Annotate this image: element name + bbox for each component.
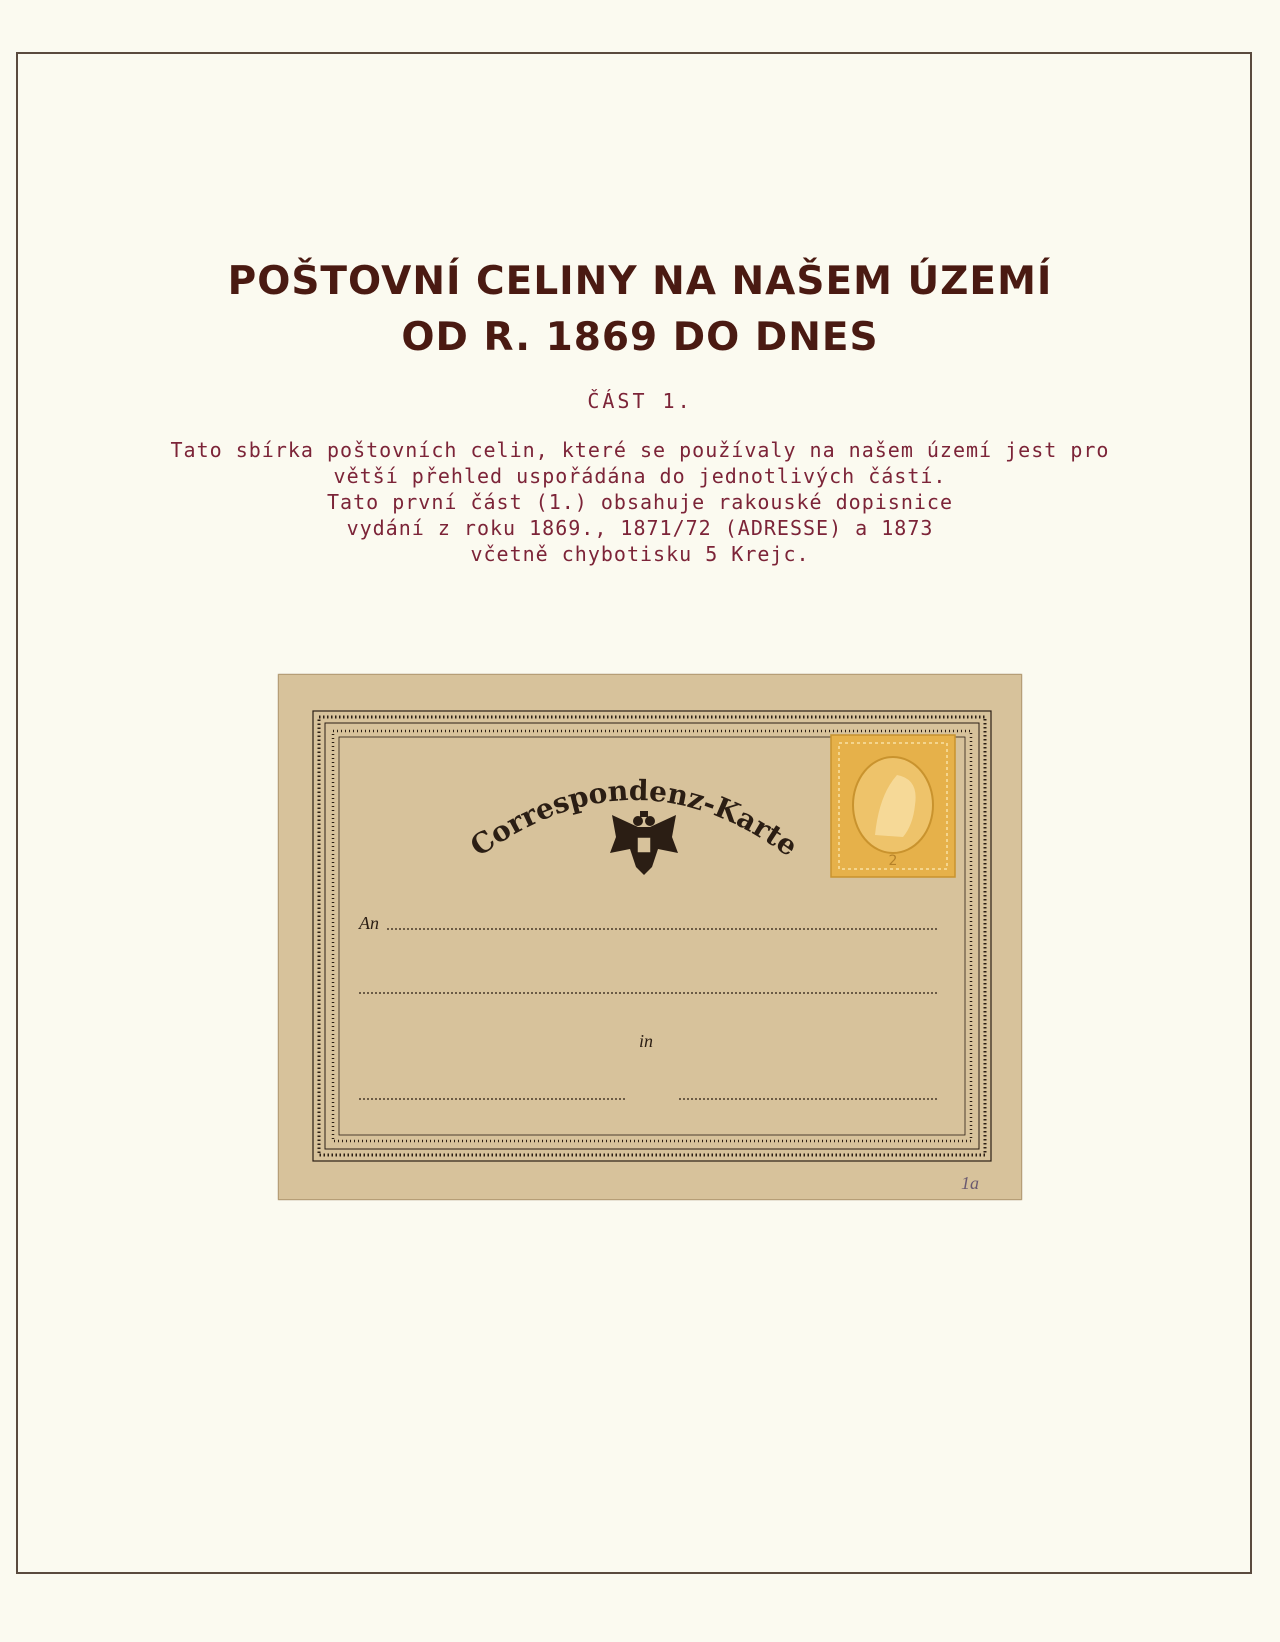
description-line-5: včetně chybotisku 5 Krejc. <box>470 542 810 566</box>
postcard-artwork <box>279 675 1021 1199</box>
part-number: ČÁST 1. <box>587 389 693 413</box>
pencil-note: 1a <box>961 1173 979 1193</box>
stamp <box>831 735 955 877</box>
page-title-line-1: POŠTOVNÍ CELINY NA NAŠEM ÚZEMÍ <box>227 259 1053 304</box>
stamp-value: 2 <box>888 853 898 869</box>
description-line-2: větší přehled uspořádána do jednotlivých částí. <box>333 464 947 488</box>
description-line-4: vydání z roku 1869., 1871/72 (ADRESSE) a 1873 <box>346 516 934 540</box>
description-line-1: Tato sbírka poštovních celin, které se používaly na našem území jest pro <box>170 438 1110 462</box>
page-title-line-2: OD R. 1869 DO DNES <box>401 315 879 360</box>
postcard <box>278 674 1022 1200</box>
place-label: in <box>639 1031 654 1051</box>
postcard-title: Correspondenz-Karte <box>464 773 804 863</box>
double-headed-eagle-icon <box>610 811 678 875</box>
description-line-3: Tato první část (1.) obsahuje rakouské dopisnice <box>327 490 953 514</box>
address-label: An <box>359 913 379 933</box>
